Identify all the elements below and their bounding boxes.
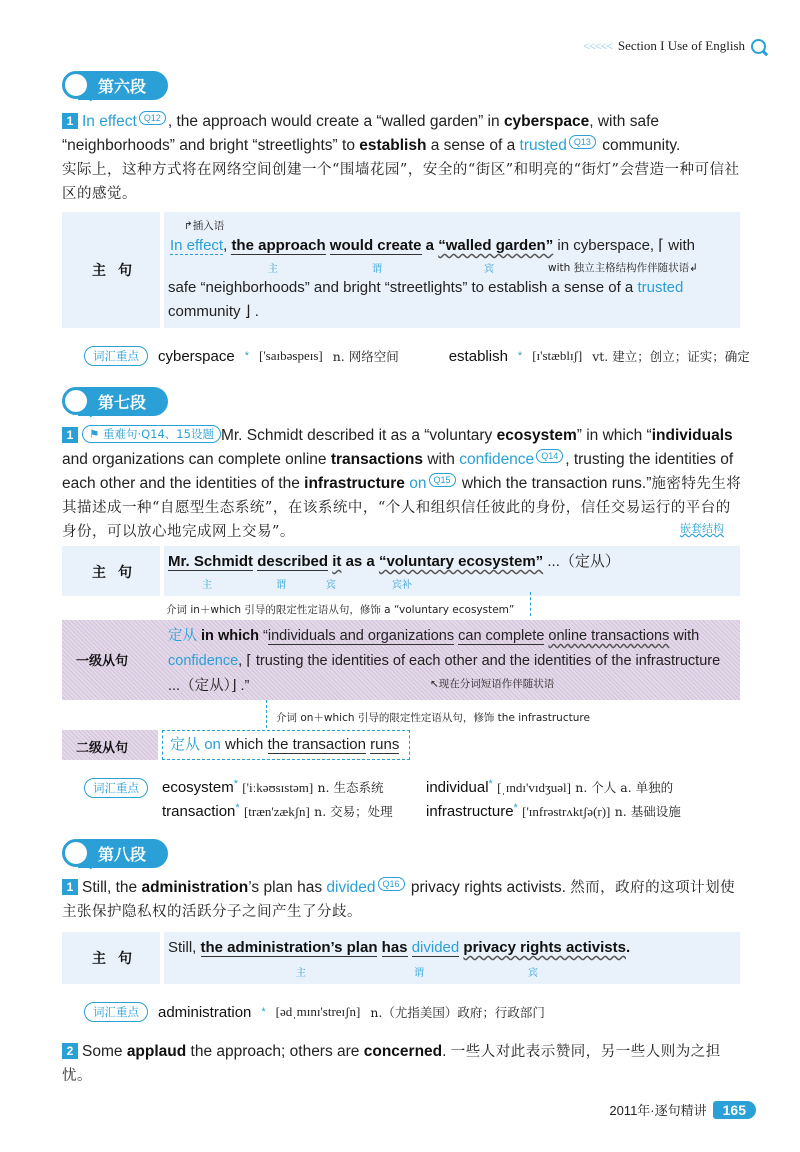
vocab-word: individual [426, 779, 489, 796]
main-clause-line [168, 550, 620, 574]
definition: n. 交易；处理 [314, 804, 393, 819]
text: Still, the [82, 879, 142, 896]
phonetic: [træn'zækʃn] [243, 804, 310, 819]
phrase-in-effect: In effect [82, 113, 137, 130]
object: it [332, 553, 342, 570]
section-label: 第六段 [78, 71, 168, 100]
vocab-word: cyberspace [158, 347, 235, 365]
analysis-line-3: community ⌋ . [168, 303, 259, 320]
section-label: 第八段 [78, 839, 168, 868]
subject: Mr. Schmidt [168, 553, 254, 570]
sentence-number: 1 [62, 113, 78, 129]
section-heading-8 [62, 838, 168, 868]
vocab-item [426, 778, 673, 797]
box-label: 二级从句 [76, 740, 129, 755]
question-tag: Q13 [569, 135, 596, 149]
object: online transactions [548, 628, 670, 644]
vocab-item [162, 802, 393, 821]
star-icon: * [513, 802, 518, 814]
section-label: 第七段 [78, 387, 168, 416]
text: community. [597, 137, 681, 154]
running-header [583, 38, 766, 54]
analysis-line-2 [168, 276, 683, 300]
verb: described [257, 553, 329, 570]
keyword: infrastructure [304, 475, 405, 492]
page-number: 165 [713, 1101, 756, 1119]
participle-annotation: ↖现在分词短语作伴随状语 [430, 678, 555, 690]
text: , the approach would create a “walled garden” in [167, 113, 504, 130]
sentence-analysis-box [62, 212, 740, 328]
vocab-row [84, 1002, 545, 1022]
label-subject: 主 [268, 264, 278, 275]
text: Mr. Schmidt described it as a “voluntary [220, 427, 497, 444]
sentence-number: 1 [62, 879, 78, 895]
translation: 然而，政府的这项计划使主张保护隐私权的活跃分子之间产生了分歧。 [62, 880, 736, 920]
star-icon: * [235, 802, 240, 814]
sentence-number: 1 [62, 427, 78, 443]
phonetic: ['iːkəʊsɪstəm] [242, 780, 314, 795]
header-title: Section I Use of English [617, 38, 745, 53]
translation: 实际上，这种方式将在网络空间创建一个“围墙花园”，安全的“街区”和明亮的“街灯”会营造一种可信社区的感觉。 [62, 162, 740, 202]
label-verb: 谓 [276, 580, 286, 591]
label-object-complement: 宾补 [392, 580, 412, 591]
relative-pronoun: in which [201, 628, 260, 644]
subject: the approach [231, 237, 326, 254]
book-title: 2011年·逐句精讲 [609, 1103, 707, 1118]
annotation-insert: ↱插入语 [184, 220, 225, 232]
phonetic: [ˌɪndɪ'vɪdʒuəl] [497, 780, 571, 795]
label-subject: 主 [202, 580, 212, 591]
connector-line [530, 592, 531, 616]
keyword: transactions [330, 451, 424, 468]
phrase: on [409, 475, 427, 492]
definition: n. 生态系统 [317, 780, 384, 795]
flag-label: 重难句·Q14、15设题 [102, 427, 214, 441]
verb: would create [329, 237, 422, 254]
level1-clause-box [62, 620, 740, 700]
vocab-tag: 词汇重点 [84, 346, 148, 366]
label-verb: 谓 [414, 968, 424, 979]
text: with [423, 451, 460, 468]
phonetic: [ədˌmɪnɪ'streɪʃn] [275, 1004, 361, 1019]
question-tag: Q16 [378, 877, 405, 891]
vocab-tag: 词汇重点 [84, 1002, 148, 1022]
box-label: 主句 [92, 950, 144, 966]
connector-line [266, 700, 267, 728]
label-object: 宾 [326, 580, 336, 591]
main-clause-box [62, 546, 740, 596]
page-footer [609, 1100, 756, 1119]
subject: individuals and organizations [267, 628, 455, 644]
text: , [223, 237, 228, 254]
paragraph-7-1 [62, 424, 742, 544]
text: with [669, 628, 700, 644]
vocab-tag: 词汇重点 [84, 778, 148, 798]
level2-clause-text [170, 733, 399, 757]
vocab-word: ecosystem [162, 779, 234, 796]
keyword: concerned [363, 1043, 443, 1060]
star-icon: * [488, 778, 493, 790]
magnifier-icon [62, 387, 90, 415]
clause-tag: 定从 [168, 628, 197, 644]
text: . [442, 1043, 451, 1060]
definition: n. 网络空间 [332, 349, 399, 364]
star-icon: * [517, 350, 523, 362]
definition: n.（尤指美国）政府；行政部门 [370, 1005, 545, 1020]
level2-clause-box [62, 730, 410, 760]
phrase: In effect [170, 237, 224, 254]
phrase: confidence [168, 653, 239, 669]
text: , trusting the identities of each other and the identities of the [62, 451, 734, 492]
definition: n. 个人 a. 单独的 [575, 780, 674, 795]
box-label: 主句 [92, 564, 144, 580]
magnifier-icon [751, 39, 766, 54]
text: privacy rights activists. [406, 879, 571, 896]
magnifier-icon [62, 839, 90, 867]
text: in cyberspace, ⌈ with [553, 237, 695, 254]
text: a sense of a [426, 137, 520, 154]
star-icon: * [261, 1006, 266, 1018]
verb: can complete [458, 628, 545, 644]
magnifier-icon [62, 71, 90, 99]
phonetic: ['ɪnfrəstrʌktʃə(r)] [522, 804, 611, 819]
box-label: 主句 [92, 262, 144, 278]
phrase: trusted [637, 279, 684, 296]
subject: the administration’s plan [200, 939, 378, 956]
vocab-word: infrastructure [426, 803, 514, 820]
box-label: 一级从句 [76, 653, 129, 668]
label-subject: 主 [296, 968, 306, 979]
vocab-item [426, 802, 681, 821]
text: Still, [168, 939, 201, 956]
section-heading-7 [62, 386, 168, 416]
text: , ⌈ trusting the identities of each other and the identities of the infrastructure ...（定从）⌋ .” [168, 653, 721, 694]
verb: divided [411, 939, 460, 956]
translation: 施密特先生将其描述成一种“自愿型生态系统”，在该系统中，“个人和组织信任彼此的身份，信任交易运行的平台的身份，可以放心地完成网上交易”。 [62, 476, 742, 540]
text: “ [259, 628, 268, 644]
vocab-word: administration [158, 1003, 252, 1021]
verb: runs [370, 736, 400, 753]
subject: the transaction [267, 736, 366, 753]
object-complement: “voluntary ecosystem” [378, 553, 544, 570]
text: safe “neighborhoods” and bright “streetlights” to establish a sense of a [168, 279, 638, 296]
nested-structure-note: 嵌套结构 [680, 522, 724, 535]
vocab-item [162, 778, 383, 797]
text: Some [82, 1043, 127, 1060]
clause-note: 介词 in＋which 引导的限定性定语从句，修饰 a “voluntary ecosystem” [166, 604, 515, 616]
text: a [425, 237, 435, 254]
question-tag: Q12 [139, 111, 166, 125]
difficult-flag: ⚑ 重难句·Q14、15设题 [82, 425, 221, 443]
sentence-analysis-box [62, 932, 740, 984]
clause-tag: 定从 [170, 736, 201, 753]
phrase: confidence [459, 451, 535, 468]
label-object: 宾 [528, 968, 538, 979]
text: ...（定从） [547, 553, 620, 570]
analysis-line [168, 936, 630, 960]
keyword: individuals [651, 427, 733, 444]
keyword: cyberspace [503, 113, 590, 130]
paragraph-8-1 [62, 876, 742, 924]
phrase-trusted: trusted [519, 137, 567, 154]
text: ” in which “ [576, 427, 652, 444]
phrase: divided [326, 879, 376, 896]
phonetic: ['saɪbəspeɪs] [259, 348, 323, 363]
object: privacy rights activists [463, 939, 626, 956]
sentence-number: 2 [62, 1043, 78, 1059]
definition: vt. 建立；创立；证实；确定 [592, 349, 750, 364]
text: . [625, 939, 631, 956]
annotation-with: with 独立主格结构作伴随状语↲ [548, 262, 698, 274]
keyword: establish [359, 137, 427, 154]
paragraph-8-2 [62, 1040, 742, 1088]
text: which [220, 736, 268, 753]
vocab-word: transaction [162, 803, 236, 820]
phonetic: [ɪ'stæblɪʃ] [532, 348, 583, 363]
text: which the transaction runs.” [457, 475, 652, 492]
paragraph-6-1 [62, 110, 742, 206]
star-icon: * [244, 350, 249, 362]
text: the approach; others are [186, 1043, 364, 1060]
keyword: administration [141, 879, 249, 896]
text: and organizations can complete online [62, 451, 331, 468]
preposition: on [204, 736, 221, 753]
text: , with safe “neighborhoods” and bright “streetlights” to [62, 113, 660, 154]
star-icon: * [233, 778, 238, 790]
text: as a [345, 553, 375, 570]
text: ’s plan has [248, 879, 327, 896]
definition: n. 基础设施 [614, 804, 681, 819]
vocab-word: establish [448, 347, 508, 365]
chevrons-icon: <<<<< [583, 38, 612, 53]
keyword: applaud [126, 1043, 187, 1060]
question-tag: Q14 [536, 449, 563, 463]
label-object: 宾 [484, 264, 494, 275]
translation: 一些人对此表示赞同，另一些人则为之担忧。 [62, 1044, 721, 1084]
keyword: ecosystem [496, 427, 577, 444]
question-tag: Q15 [429, 473, 456, 487]
analysis-line-1 [170, 234, 695, 258]
vocab-row [84, 346, 750, 366]
clause-note: 介词 on＋which 引导的限定性定语从句，修饰 the infrastructure [276, 712, 590, 724]
object: “walled garden” [438, 237, 554, 254]
label-verb: 谓 [372, 264, 382, 275]
section-heading-6 [62, 70, 168, 100]
verb: has [381, 939, 408, 956]
